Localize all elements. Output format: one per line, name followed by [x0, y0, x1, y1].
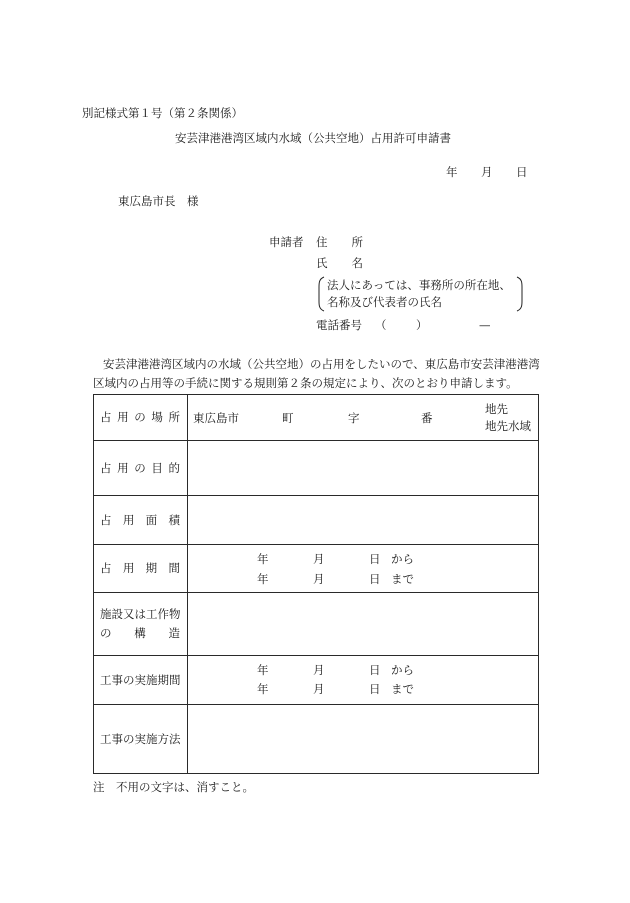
label-character: 期 [157, 672, 169, 687]
label-character: 施 [146, 731, 158, 746]
label-character: 所 [351, 235, 363, 249]
label-character: 造 [168, 626, 180, 640]
from-label: から [391, 663, 414, 677]
label-character: 住 [316, 235, 328, 249]
label-character: 施 [146, 672, 158, 687]
label-character: の [123, 672, 135, 687]
label-character: の [100, 626, 112, 640]
purpose-value-cell [188, 441, 538, 495]
label-character: 方 [157, 731, 169, 746]
structure-label-line-1 [100, 605, 180, 624]
row-location [94, 395, 538, 441]
end-day-label: 日 [369, 572, 381, 586]
label-character: 目 [151, 460, 163, 475]
label-character: 名 [351, 256, 363, 270]
label-character: 構 [134, 626, 146, 640]
label-character: 積 [168, 512, 180, 527]
purpose-label [100, 459, 180, 478]
construction-method-label [100, 730, 180, 749]
label-character: は [134, 607, 146, 621]
label-character: 設 [111, 607, 123, 621]
left-bracket [319, 277, 324, 311]
form-reference: 別記様式第１号（第２条関係） [82, 106, 243, 120]
label-character: 実 [134, 731, 146, 746]
label-character: 又 [123, 607, 135, 621]
start-day-label: 日 [369, 663, 381, 677]
label-character: 所 [168, 410, 180, 424]
construction-method-value-cell [188, 705, 538, 773]
label-character: 面 [145, 512, 158, 527]
label-character: 工 [146, 607, 158, 621]
application-table [93, 394, 539, 774]
end-month-label: 月 [313, 682, 325, 696]
location-label [100, 408, 180, 427]
label-character: 占 [100, 561, 112, 575]
label-character: 物 [169, 607, 181, 621]
structure-value-cell [188, 593, 538, 655]
structure-label-line-2 [100, 624, 180, 643]
label-cell [94, 545, 188, 592]
label-character: 事 [111, 672, 123, 687]
label-character: 間 [169, 672, 181, 687]
right-bracket [517, 277, 522, 311]
row-purpose [94, 441, 538, 496]
row-construction-method [94, 705, 538, 773]
row-occupancy-period [94, 545, 538, 593]
corporate-note-line-2: 名称及び代表者の氏名 [327, 295, 442, 309]
label-character: 用 [117, 410, 129, 424]
label-character: 用 [122, 512, 135, 527]
phone-dash: — [479, 318, 491, 332]
end-day-label: 日 [369, 682, 381, 696]
location-value-cell [188, 395, 538, 440]
label-character: 法 [169, 731, 181, 746]
area-value-cell [188, 496, 538, 544]
label-character: 工 [100, 731, 112, 746]
row-structure [94, 593, 538, 656]
applicant-label: 申請者 [269, 235, 304, 249]
label-character: 実 [134, 672, 146, 687]
label-character: 間 [168, 561, 180, 575]
label-character: 的 [168, 460, 180, 475]
row-construction-period [94, 656, 538, 705]
label-character: 占 [100, 460, 112, 475]
addressee: 東広島市長 様 [118, 194, 199, 208]
label-cell [94, 441, 188, 495]
label-character: 用 [117, 460, 129, 475]
label-character: 作 [157, 607, 169, 621]
location-foreshore-label: 地先 [485, 402, 508, 416]
date-year-label: 年 [446, 165, 458, 179]
label-character: の [134, 460, 146, 475]
label-character: 工 [100, 672, 112, 687]
from-label: から [391, 552, 414, 566]
start-month-label: 月 [313, 663, 325, 677]
until-label: まで [391, 572, 414, 586]
label-character: 事 [111, 731, 123, 746]
label-cell [94, 705, 188, 773]
location-water-area-label: 地先水域 [485, 419, 531, 433]
date-day-label: 日 [516, 165, 528, 179]
location-city: 東広島市 [193, 411, 239, 425]
start-year-label: 年 [257, 663, 269, 677]
corporate-note-line-1: 法人にあっては、事務所の所在地、 [327, 278, 511, 292]
footnote: 注 不用の文字は、消すこと。 [93, 780, 254, 794]
label-character: 氏 [316, 256, 328, 270]
phone-paren-close: ） [416, 318, 428, 332]
phone-paren-open: （ [375, 318, 387, 332]
start-month-label: 月 [313, 552, 325, 566]
label-cell [94, 496, 188, 544]
end-month-label: 月 [313, 572, 325, 586]
phone-label: 電話番号 [316, 318, 362, 332]
start-year-label: 年 [257, 552, 269, 566]
label-character: 占 [100, 512, 112, 527]
intro-line-2: 区域内の占用等の手続に関する規則第２条の規定により、次のとおり申請します。 [93, 376, 518, 390]
label-character: 用 [122, 561, 135, 575]
label-cell [94, 656, 188, 704]
location-town-label: 町 [282, 411, 294, 425]
location-aza-label: 字 [348, 411, 360, 425]
intro-line-1: 安芸津港港湾区域内の水域（公共空地）の占用をしたいので、東広島市安芸津港港湾 [103, 357, 540, 371]
label-character: の [134, 410, 146, 424]
label-cell [94, 395, 188, 440]
label-character: 施 [100, 607, 112, 621]
address-label [316, 235, 363, 249]
occupancy-period-label [100, 559, 180, 578]
area-label [100, 511, 180, 530]
date-month-label: 月 [481, 165, 493, 179]
label-character: 占 [100, 410, 112, 424]
label-character: の [123, 731, 135, 746]
name-label [316, 256, 363, 270]
start-day-label: 日 [369, 552, 381, 566]
label-character: 期 [145, 561, 158, 575]
end-year-label: 年 [257, 572, 269, 586]
row-area [94, 496, 538, 545]
construction-period-label [100, 671, 180, 690]
occupancy-period-value-cell [188, 545, 538, 592]
construction-period-value-cell [188, 656, 538, 704]
until-label: まで [391, 682, 414, 696]
end-year-label: 年 [257, 682, 269, 696]
form-title: 安芸津港港湾区域内水域（公共空地）占用許可申請書 [175, 131, 451, 145]
label-cell [94, 593, 188, 655]
location-ban-label: 番 [421, 411, 433, 425]
label-character: 場 [151, 410, 163, 424]
